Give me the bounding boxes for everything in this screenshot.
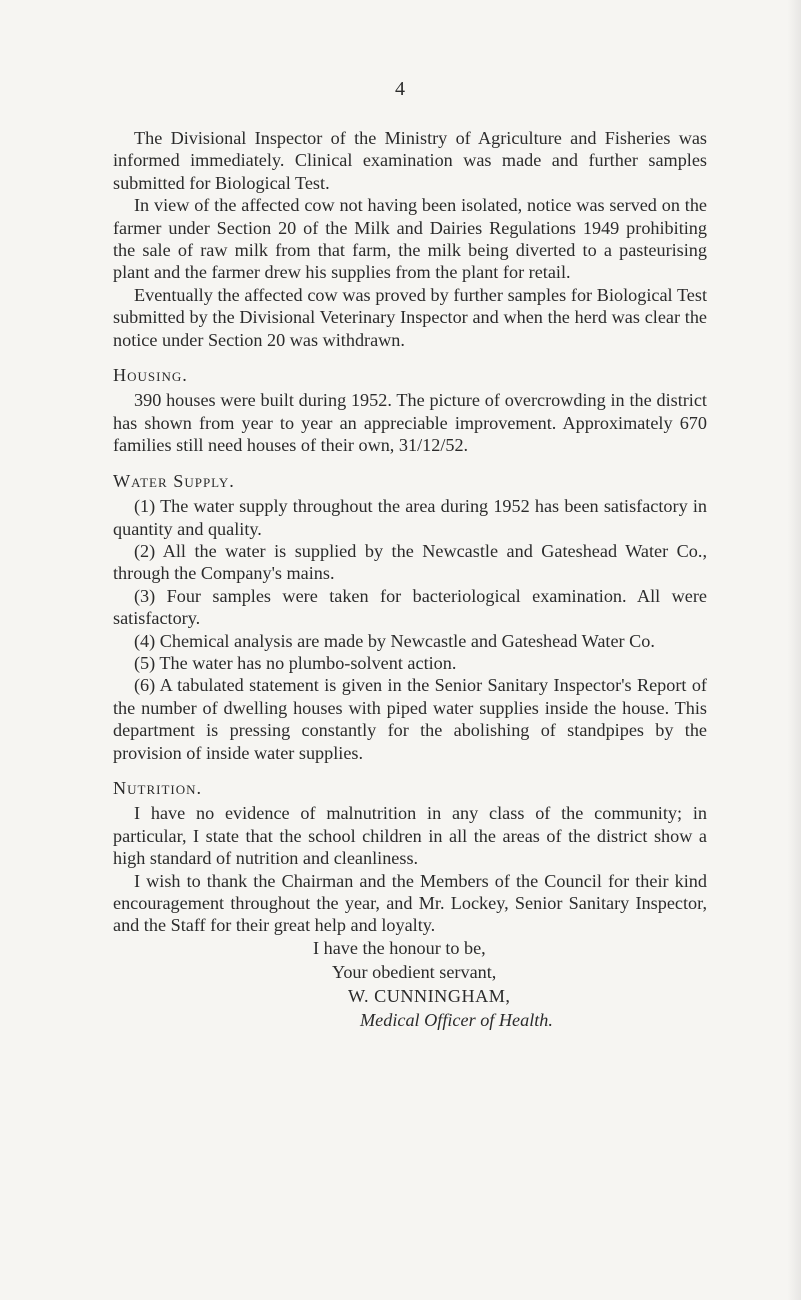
- report-body: [113, 127, 707, 1047]
- housing-heading: Housing.: [113, 365, 188, 386]
- page-edge-shadow: [787, 0, 801, 1300]
- water-item-6: (6) A tabulated statement is given in the Senior Sanitary Inspector's Report of the number of dwelling houses with piped water supplies inside the house. This department is pressing constantly for the abolishing of standpipes by the provision of inside water supplies.: [113, 675, 707, 763]
- nutrition-paragraph-2: I wish to thank the Chairman and the Members of the Council for their kind encouragement throughout the year, and Mr. Lockey, Senior Sanitary Inspector, and the Staff for their great help and loyalty.: [113, 870, 707, 936]
- water-item-3: (3) Four samples were taken for bacteriological examination. All were satisfactory.: [113, 585, 707, 629]
- signature-name: W. CUNNINGHAM,: [348, 985, 511, 1006]
- signature-title: Medical Officer of Health.: [360, 1009, 553, 1030]
- page-number: 4: [395, 78, 406, 100]
- water-item-4: (4) Chemical analysis are made by Newcastle and Gateshead Water Co.: [134, 630, 655, 651]
- nutrition-heading: Nutrition.: [113, 777, 203, 798]
- water-item-1: (1) The water supply throughout the area during 1952 has been satisfactory in quantity and quality.: [113, 496, 707, 539]
- water-item-2: (2) All the water is supplied by the Newcastle and Gateshead Water Co., through the Company's mains.: [113, 540, 707, 584]
- water-item-5: (5) The water has no plumbo-solvent action.: [134, 652, 457, 673]
- intro-paragraph-2: In view of the affected cow not having been isolated, notice was served on the farmer under Section 20 of the Milk and Dairies Regulations 1949 prohibiting the sale of raw milk from that farm, the milk being diverted to a pasteurising plant and the farmer drew his supplies from the plant for retail.: [113, 195, 707, 283]
- closing-block: [113, 937, 707, 1047]
- closing-line-1: I have the honour to be,: [313, 937, 486, 958]
- closing-line-2: Your obedient servant,: [332, 961, 497, 982]
- nutrition-paragraph-1: I have no evidence of malnutrition in any class of the community; in particular, I state that the school children in all the areas of the district show a high standard of nutrition and cleanliness.: [113, 803, 707, 869]
- intro-paragraph-3: Eventually the affected cow was proved by further samples for Biological Test submitted by the Divisional Veterinary Inspector and when the herd was clear the notice under Section 20 was withdrawn.: [113, 284, 707, 350]
- intro-paragraph-1: The Divisional Inspector of the Ministry of Agriculture and Fisheries was informed immediately. Clinical examination was made and further samples submitted for Biological Test.: [113, 128, 707, 193]
- housing-paragraph: 390 houses were built during 1952. The picture of overcrowding in the district has shown from year to year an appreciable improvement. Approximately 670 families still need houses of their own, 31/12/52.: [113, 390, 707, 456]
- water-supply-heading: Water Supply.: [113, 470, 235, 491]
